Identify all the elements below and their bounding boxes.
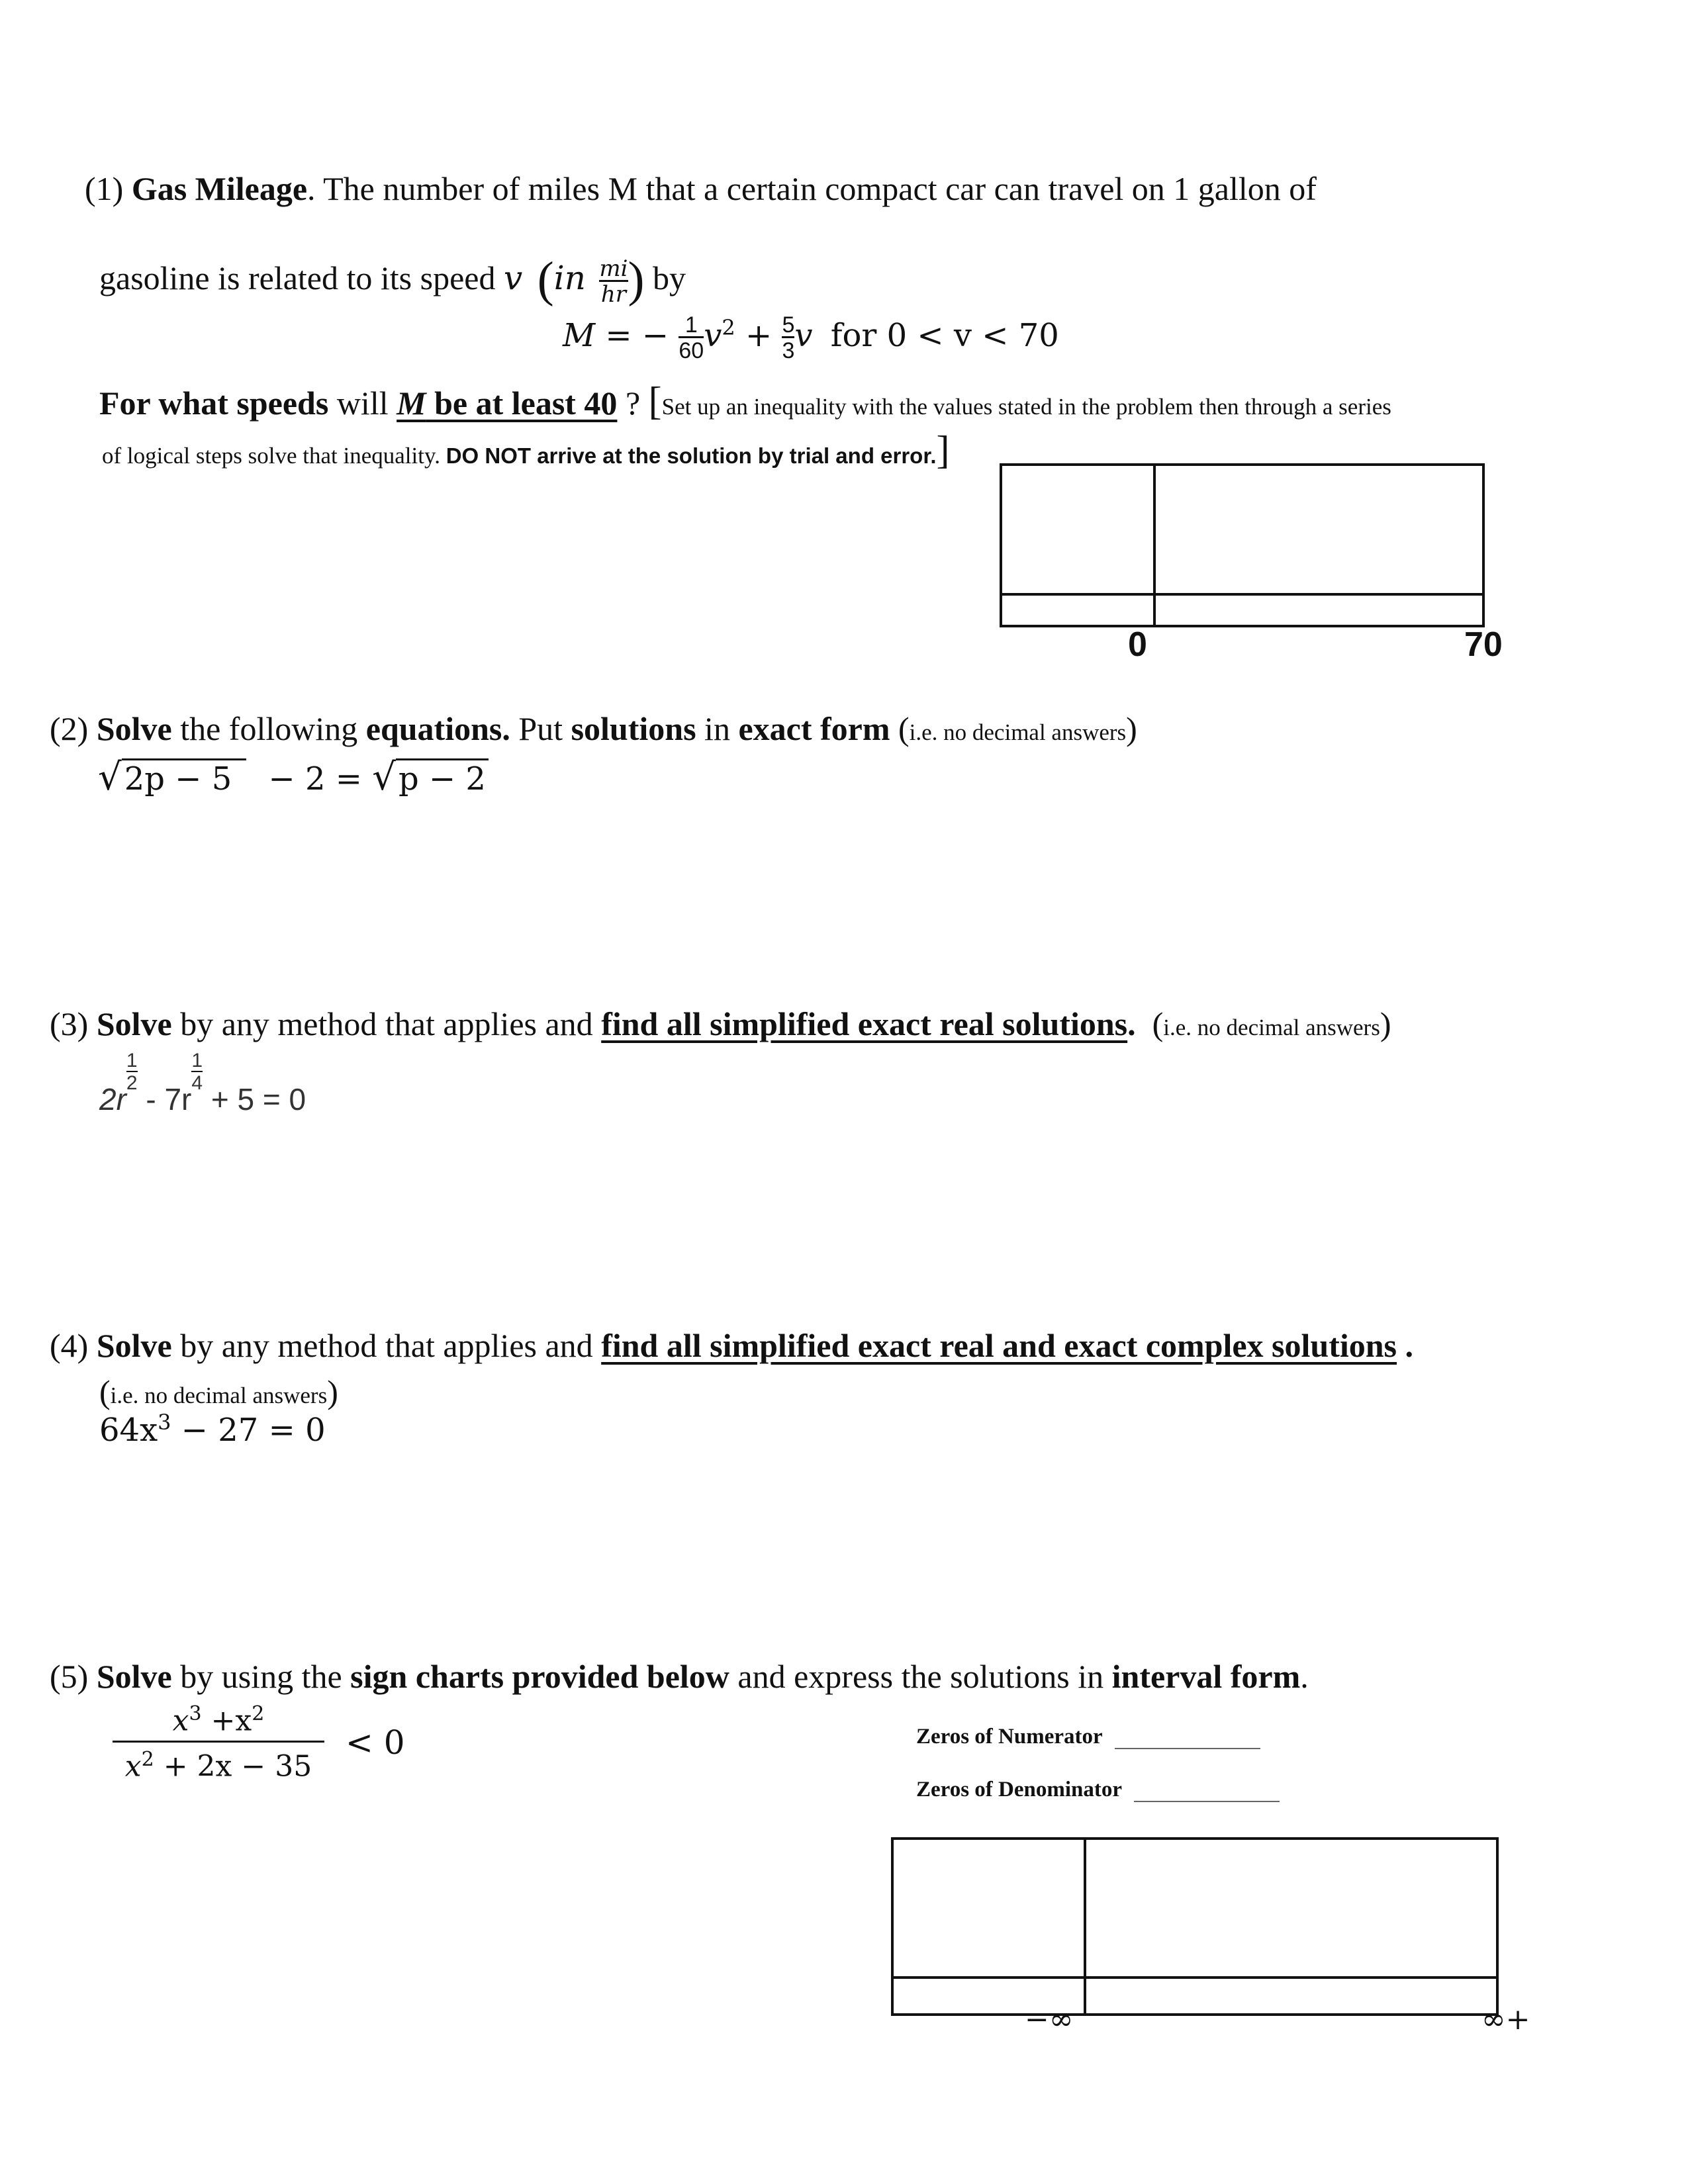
negative-infinity-label: −∞ bbox=[1025, 2003, 1074, 2036]
chart1-label-seventy: 70 bbox=[1464, 625, 1503, 664]
rational-exponent-equation: 2r $\frac{1}{2}$ - 7r $\frac{1}{4}$ + 5 = 0 bbox=[99, 1050, 306, 1116]
zeros-numerator-blank[interactable] bbox=[1115, 1728, 1260, 1749]
fraction-one-sixtieth: $\frac{1}{60}$ bbox=[679, 312, 704, 363]
cubic-equation: $64x^3 - 27 = 0$ bbox=[99, 1410, 326, 1449]
zeros-denominator-blank[interactable] bbox=[1134, 1781, 1280, 1802]
problem1-question: For what speeds will M be at least 40 ? [Set up an inequality with the values stated in the problem then through a series bbox=[99, 379, 1391, 423]
problem2-header: (2) Solve the following equations. Put solutions in exact form (i.e. no decimal answers) bbox=[50, 710, 1137, 747]
zeros-denominator-label: Zeros of Denominator bbox=[916, 1778, 1280, 1802]
problem1-number: (1) bbox=[85, 170, 124, 207]
mileage-equation: M = − $\frac{1}{60}$ $v^2$ + $\frac{5}{3}$ v for 0 < v < 70 bbox=[563, 312, 1059, 363]
problem5-header: (5) Solve by using the sign charts provided below and express the solutions in interval form. bbox=[50, 1658, 1309, 1695]
sign-chart-1 bbox=[1000, 463, 1485, 627]
problem3-header: (3) Solve by any method that applies and find all simplified exact real solutions. (i.e. no decimal answers) bbox=[50, 1005, 1391, 1042]
inequality-sign: < 0 bbox=[346, 1723, 405, 1762]
problem1-line2: gasoline is related to its speed v (in $\frac{mi}{hr}$ ) by bbox=[99, 252, 686, 308]
fraction-five-thirds: $\frac{5}{3}$ bbox=[782, 312, 795, 363]
sign-chart-2 bbox=[891, 1837, 1499, 2016]
sign-chart-2-divider bbox=[1084, 1837, 1086, 2016]
rational-denominator: $x^2 + 2x - 35$ bbox=[113, 1741, 324, 1784]
radicand-1: 2p − 5 bbox=[122, 758, 247, 797]
problem4-header: (4) Solve by any method that applies and find all simplified exact real and exact complex solutions . bbox=[50, 1327, 1414, 1364]
problem1-title: Gas Mileage bbox=[131, 170, 308, 207]
rational-inequality bbox=[113, 1702, 324, 1783]
sign-chart-2-axis bbox=[891, 1976, 1499, 1979]
chart1-label-zero: 0 bbox=[1128, 625, 1147, 664]
zeros-numerator-label: Zeros of Numerator bbox=[916, 1725, 1260, 1749]
radical-equation: √2p − 5 − 2 = √p − 2 bbox=[98, 756, 489, 799]
positive-infinity-label: ∞+ bbox=[1481, 2003, 1530, 2036]
rational-numerator: $x^3 +x^2$ bbox=[172, 1702, 265, 1738]
problem1-instruction: of logical steps solve that inequality. DO NOT arrive at the solution by trial and error.] bbox=[102, 428, 950, 472]
unit-fraction: $\frac{mi}{hr}$ bbox=[599, 255, 628, 308]
problem1-intro: (1) Gas Mileage. The number of miles M that a certain compact car can travel on 1 gallon of bbox=[85, 170, 1317, 207]
sign-chart-1-axis bbox=[1000, 593, 1485, 596]
problem4-note: (i.e. no decimal answers) bbox=[99, 1373, 338, 1410]
sign-chart-1-divider bbox=[1153, 463, 1156, 627]
radicand-2: p − 2 bbox=[396, 758, 489, 797]
